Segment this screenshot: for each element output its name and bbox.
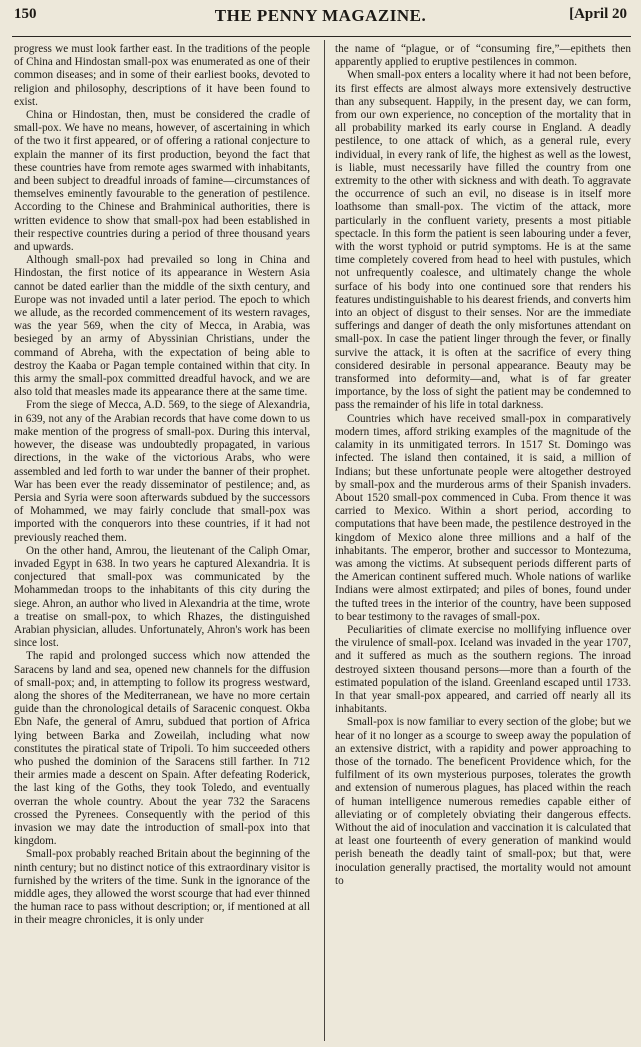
right-column [335,43,631,1041]
paragraph: On the other hand, Amrou, the lieutenant of the Caliph Omar, invaded Egypt in 638. In two years he captured Alexandria. It is conjectured that small-pox was communicated by the Mohammedan troops to the inhabitants of this city during the siege. Ahron, an author who lived in Alexandria at the time, wrote a treatise on small-pox, to which Rhazes, the distinguished Arabian physician, alludes. Unfortunately, Ahron's work has been since lost. [14,544,310,650]
page-number: 150 [14,6,37,22]
paragraph: China or Hindostan, then, must be considered the cradle of small-pox. We have no means, however, of ascertaining in which of the two it first appeared, or of offering a rational conjecture to explain the manner of its first production, beyond the fact that these countries have from remote ages swarmed with inhabitants, and been subject to dreadful inroads of famine—circumstances of themselves eminently favourable to the generation of pestilence. According to the Chinese and Brahminical authorities, there is written evidence to show that small-pox had been established in their respective countries during a period of three thousand years and upwards. [14,109,310,254]
header-rule [12,36,631,37]
paragraph: progress we must look farther east. In the traditions of the people of China and Hindostan small-pox was enumerated as one of their common diseases; and in some of their earliest books, devoted to religion and philosophy, descriptions of it have been found to exist. [14,43,310,108]
paragraph: Countries which have received small-pox in comparatively modern times, afford striking examples of the magnitude of the calamity in its unmitigated terrors. In 1517 St. Domingo was infected. The island then contained, it is said, a million of Indians; but these unfortunate people were altogether destroyed by small-pox and the murderous arms of their Spanish invaders. About 1520 small-pox commenced in Cuba. From thence it was carried to Mexico. Within a short period, according to computations that have been made, the pestilence destroyed in the kingdom of Mexico alone three millions and a half of the inhabitants. The emperor, brother and successor to Montezuma, was among the victims. At subsequent periods different parts of the American continent suffered much. Whole nations of warlike Indians were almost extirpated; and piles of bones, found under the tufted trees in the interior of the country, have been supposed to bear testimony to the ravages of small-pox. [335,412,631,623]
paragraph: The rapid and prolonged success which now attended the Saracens by land and sea, opened new channels for the diffusion of small-pox; and, in attempting to follow its progress westward, along the shores of the Mediterranean, we have no more certain guide than the chronological details of Saracenic conquest. Okba Ebn Nafe, the general of Amru, subdued that portion of Africa lying between Barka and Zoweilah, including what now constitutes the piratical state of Tripoli. To him succeeded others who pushed the dominion of the Saracens still farther. In 712 their armies made a descent on Spain. After defeating Roderick, the last king of the Goths, they took Toledo, and eventually overran the whole country. About the year 732 the Saracens crossed the Pyrenees. Consequently with the period of this invasion we may date the introduction of small-pox into that kingdom. [14,650,310,848]
page-header [14,6,627,30]
column-divider [324,40,325,1041]
paragraph: Peculiarities of climate exercise no mollifying influence over the virulence of small-pox. Iceland was invaded in the year 1707, and it suffered as much as the southern regions. The inroad destroyed sixteen thousand persons—more than a fourth of the estimated population of the island. Greenland escaped until 1733. In that year small-pox appeared, and carried off nearly all its inhabitants. [335,623,631,716]
paragraph: the name of “plague, or of “consuming fire,”—epithets then apparently applied to eruptive pestilences in common. [335,43,631,69]
left-column [14,43,310,1041]
paragraph: From the siege of Mecca, A.D. 569, to the siege of Alexandria, in 639, not any of the Arabian records that have come down to us make mention of the progress of small-pox. During this interval, however, the disease was undoubtedly propagated, in various directions, in the wake of the victorious Arabs, who were assembled and led forth to war under the banner of their prophet. War has been ever the ready disseminator of pestilence; and, as Persia and Syria were soon afterwards subdued by the successors of Mohammed, we may fairly conclude that small-pox was imported with the conquerors into these countries, if it had not previously reached them. [14,399,310,544]
paragraph: Small-pox probably reached Britain about the beginning of the ninth century; but no distinct notice of this extraordinary visitor is furnished by the writers of the time. Sunk in the ignorance of the middle ages, they allowed the worst scourge that had ever thinned the human race to pass without description; or, if mentioned at all in their meagre chronicles, it is only under [14,848,310,927]
paragraph: Although small-pox had prevailed so long in China and Hindostan, the first notice of its appearance in Western Asia cannot be dated earlier than the middle of the sixth century, and Europe was not invaded until a later period. The epoch to which we allude, as the recorded commencement of its western ravages, was the year 569, when the city of Mecca, in Arabia, was besieged by an army of Abyssinian Christians, under the command of Abreha, with the expectation of being able to destroy the Kaaba or Pagan temple contained within that city. In this army the small-pox committed dreadful havock, and we are also told that measles made its appearance there at the same time. [14,254,310,399]
issue-date: [April 20 [569,6,627,22]
paragraph: When small-pox enters a locality where it had not been before, its first effects are almost always more extensively destructive than any subsequent. Happily, in the present day, we can form, from our own experience, no conception of the mortality that in all probability marked its early course in England. A deadly pestilence, to one attack of which, as a general rule, every individual, in every rank of life, the highest as well as the lowest, is liable, must necessarily have filled the country from one extremity to the other with sickness and with death. To aggravate the occurrence of such an evil, no disease is in itself more loathsome than small-pox. The victim of the attack, more particularly in the confluent variety, presents a most pitiable spectacle. In this form the patient is seen labouring under a fever, with the worst typhoid or putrid symptoms. He is at the same time completely covered from head to heel with pustules, which not unfrequently coalesce, and ultimately change the whole surface of his body into one continued sore that renders his features undistinguishable to his dearest friends, and converts him into an object of disgust to their senses. Nor are the immediate sufferings and danger of death the only misfortunes attendant on small-pox. In case the patient linger through the fever, or finally survive the attack, it is often at the sacrifice of every thing considered desirable in personal appearance. Beauty may be transformed into deformity—and, what is of far greater importance, by the loss of sight the patient may be condemned to pass the remainder of his life in total darkness. [335,69,631,412]
paragraph: Small-pox is now familiar to every section of the globe; but we hear of it no longer as a scourge to sweep away the population of an extensive district, with a rapidity and power approaching to those of the tornado. The beneficent Providence which, for the fulfilment of its own mysterious purposes, tolerates the growth and extension of numerous plagues, has placed within the reach of human intelligence numerous remedies capable either of alleviating or of completely obviating their dangerous effects. Without the aid of inoculation and vaccination it is calculated that at least one fourteenth of every generation of mankind would perish beneath the deadly taint of small-pox; but that, were inoculation generally practised, the mortality would not amount to [335,716,631,887]
magazine-title: THE PENNY MAGAZINE. [214,6,427,25]
